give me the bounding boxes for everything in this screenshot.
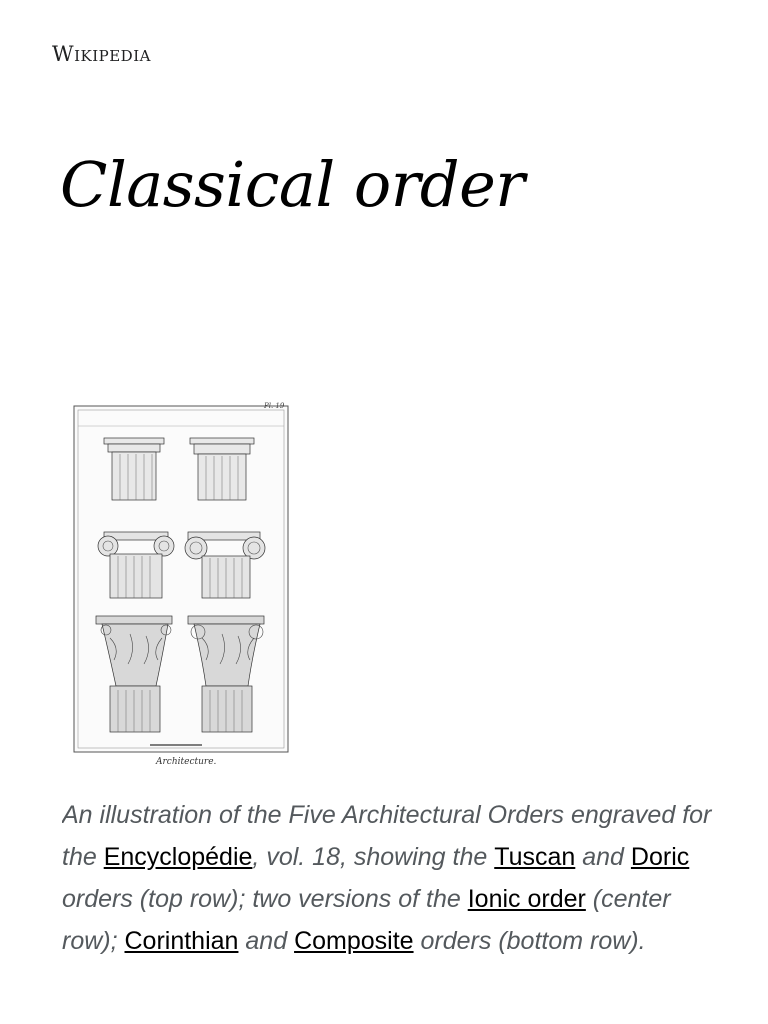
link-corinthian[interactable]: Corinthian bbox=[124, 927, 239, 955]
link-doric[interactable]: Doric bbox=[630, 843, 690, 871]
page-title: Classical order bbox=[60, 148, 525, 221]
caption-text: orders (top row); two versions of the bbox=[62, 885, 468, 913]
wikipedia-wordmark[interactable]: Wikipedia bbox=[52, 42, 151, 66]
caption-text: An illustration of the Five Architectural Orders engraved for the bbox=[62, 801, 712, 871]
article-figure[interactable] bbox=[70, 398, 292, 770]
link-composite[interactable]: Composite bbox=[294, 927, 414, 955]
caption-text: and bbox=[238, 927, 295, 955]
caption-text: orders (bottom row). bbox=[413, 927, 646, 955]
classical-orders-engraving bbox=[70, 398, 292, 770]
link-ionic-order[interactable]: Ionic order bbox=[467, 885, 586, 913]
caption-text: and bbox=[575, 843, 631, 871]
engraving-footer-label: Architecture. bbox=[156, 757, 217, 767]
figure-caption bbox=[62, 794, 722, 976]
link-encyclopedie[interactable]: Encyclopédie bbox=[103, 843, 253, 871]
caption-text: (center row); bbox=[62, 885, 671, 955]
plate-label: Pl. 19 bbox=[264, 402, 285, 410]
caption-text: , vol. 18, showing the bbox=[252, 843, 495, 871]
link-tuscan[interactable]: Tuscan bbox=[494, 843, 576, 871]
